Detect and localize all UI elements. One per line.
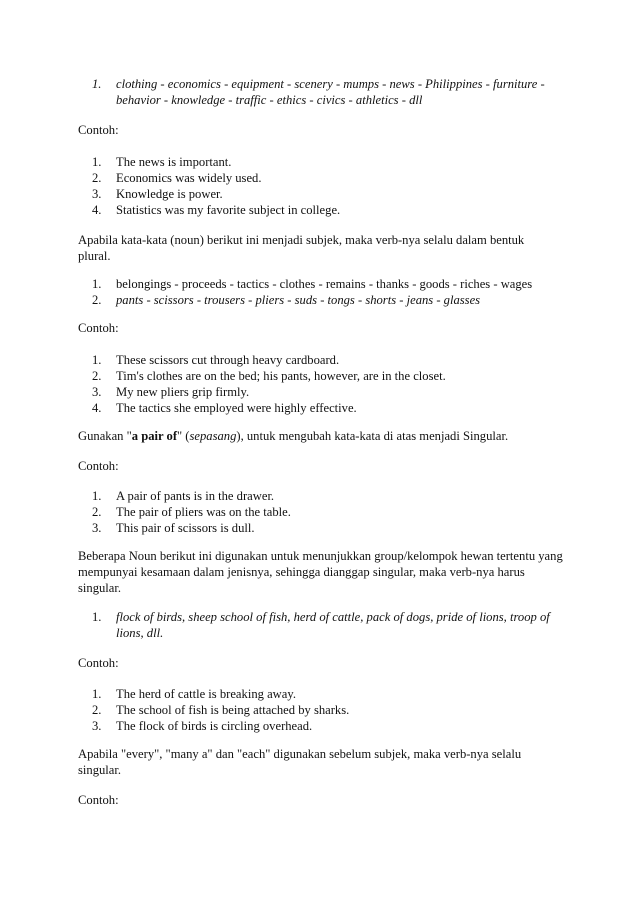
plural-nouns-list bbox=[92, 276, 568, 308]
list-item bbox=[92, 488, 568, 504]
examples-list-2 bbox=[92, 352, 568, 416]
list-item bbox=[92, 170, 568, 186]
contoh-label: Contoh: bbox=[78, 793, 119, 807]
examples-list-4 bbox=[92, 686, 568, 734]
rule-pair-italic: sepasang bbox=[189, 429, 237, 443]
list-text: pants - scissors - trousers - pliers - suds - tongs - shorts - jeans - glasses bbox=[116, 293, 481, 307]
list-text: Economics was widely used. bbox=[116, 171, 262, 185]
list-item bbox=[92, 276, 568, 292]
list-number: 3. bbox=[92, 719, 102, 733]
list-number: 1. bbox=[92, 353, 102, 367]
list-text: The flock of birds is circling overhead. bbox=[116, 719, 313, 733]
list-item bbox=[92, 718, 568, 734]
list-item bbox=[92, 504, 568, 520]
list-item bbox=[92, 609, 568, 641]
list-text: A pair of pants is in the drawer. bbox=[116, 489, 275, 503]
rule-pair-before: Gunakan " bbox=[78, 429, 132, 443]
list-item bbox=[92, 154, 568, 170]
list-number: 3. bbox=[92, 187, 102, 201]
list-item bbox=[92, 520, 568, 536]
rule-pair-mid: " ( bbox=[177, 429, 190, 443]
list-text: The school of fish is being attached by sharks. bbox=[116, 703, 350, 717]
list-number: 2. bbox=[92, 703, 102, 717]
list-item bbox=[92, 702, 568, 718]
rule-pair-bold: a pair of bbox=[131, 429, 178, 443]
list-number: 1. bbox=[92, 610, 102, 624]
list-text: The herd of cattle is breaking away. bbox=[116, 687, 296, 701]
list-text: belongings - proceeds - tactics - clothes - remains - thanks - goods - riches - wages bbox=[116, 277, 533, 291]
list-text: My new pliers grip firmly. bbox=[116, 385, 250, 399]
list-text: This pair of scissors is dull. bbox=[116, 521, 255, 535]
list-text: Statistics was my favorite subject in college. bbox=[116, 203, 341, 217]
list-item bbox=[92, 76, 568, 108]
list-number: 4. bbox=[92, 203, 102, 217]
list-number: 2. bbox=[92, 171, 102, 185]
examples-list-1 bbox=[92, 154, 568, 218]
list-number: 1. bbox=[92, 277, 102, 291]
list-text: clothing - economics - equipment - scenery - mumps - news - Philippines - furniture - behavior - knowledge - traffic - ethics - civics - athletics - dll bbox=[116, 77, 545, 107]
list-number: 2. bbox=[92, 293, 102, 307]
list-number: 3. bbox=[92, 521, 102, 535]
list-item bbox=[92, 352, 568, 368]
list-item bbox=[92, 202, 568, 218]
list-text: flock of birds, sheep school of fish, herd of cattle, pack of dogs, pride of lions, troop of lions, dll. bbox=[116, 610, 550, 640]
contoh-label: Contoh: bbox=[78, 123, 119, 137]
rule-pair-after: ), untuk mengubah kata-kata di atas menjadi Singular. bbox=[236, 429, 509, 443]
list-text: The news is important. bbox=[116, 155, 232, 169]
list-number: 2. bbox=[92, 505, 102, 519]
examples-list-3 bbox=[92, 488, 568, 536]
list-text: Tim's clothes are on the bed; his pants, however, are in the closet. bbox=[116, 369, 446, 383]
list-number: 2. bbox=[92, 369, 102, 383]
list-item bbox=[92, 686, 568, 702]
list-text: The pair of pliers was on the table. bbox=[116, 505, 291, 519]
rule-pair-paragraph bbox=[78, 428, 568, 444]
list-text: Knowledge is power. bbox=[116, 187, 223, 201]
list-item bbox=[92, 368, 568, 384]
list-item bbox=[92, 186, 568, 202]
list-item bbox=[92, 292, 568, 308]
list-text: The tactics she employed were highly effective. bbox=[116, 401, 357, 415]
rule-every-paragraph: Apabila "every", "many a" dan "each" digunakan sebelum subjek, maka verb-nya selalu singular. bbox=[78, 747, 522, 777]
uncountable-nouns-list bbox=[92, 76, 568, 108]
list-text: These scissors cut through heavy cardboard. bbox=[116, 353, 340, 367]
list-item bbox=[92, 400, 568, 416]
contoh-label: Contoh: bbox=[78, 459, 119, 473]
contoh-label: Contoh: bbox=[78, 656, 119, 670]
list-number: 1. bbox=[92, 489, 102, 503]
list-number: 1. bbox=[92, 155, 102, 169]
rule-plural-paragraph: Apabila kata-kata (noun) berikut ini menjadi subjek, maka verb-nya selalu dalam bentuk plural. bbox=[78, 233, 525, 263]
animal-group-list bbox=[92, 609, 568, 641]
contoh-label: Contoh: bbox=[78, 321, 119, 335]
list-number: 4. bbox=[92, 401, 102, 415]
rule-group-paragraph: Beberapa Noun berikut ini digunakan untuk menunjukkan group/kelompok hewan tertentu yang mempunyai kesamaan dalam jenisnya, sehingga dianggap singular, maka verb-nya harus singular. bbox=[78, 549, 563, 595]
list-number: 3. bbox=[92, 385, 102, 399]
list-number: 1. bbox=[92, 687, 102, 701]
list-item bbox=[92, 384, 568, 400]
list-number: 1. bbox=[92, 77, 102, 91]
